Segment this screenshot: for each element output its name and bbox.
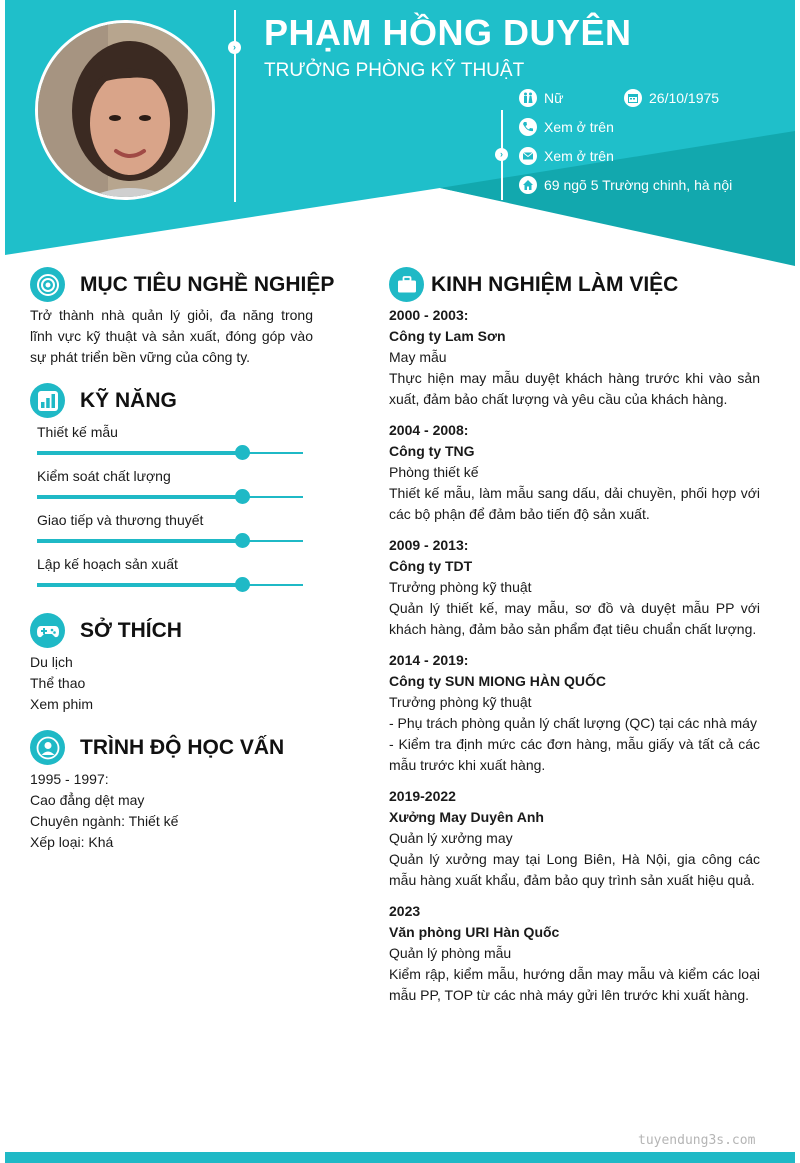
gamepad-icon — [30, 613, 65, 648]
skill-label: Thiết kế mẫu — [37, 424, 118, 440]
email-icon — [519, 147, 537, 165]
job-company: Công ty TNG — [389, 443, 475, 459]
email-info[interactable] — [519, 147, 614, 165]
skill-knob — [235, 445, 250, 460]
experience-title: KINH NGHIỆM LÀM VIỆC — [431, 272, 679, 296]
education-line: Cao đẳng dệt may — [30, 792, 145, 808]
skill-item — [37, 556, 303, 586]
job-description: - Phụ trách phòng quản lý chất lượng (QC) tại các nhà máy — [389, 715, 757, 731]
job-company: Công ty TDT — [389, 558, 473, 574]
experience-header — [389, 267, 678, 302]
skill-track — [37, 584, 303, 586]
address-info — [519, 176, 732, 194]
header-divider — [234, 10, 236, 202]
education-line: 1995 - 1997: — [30, 771, 109, 787]
gender-icon — [519, 89, 537, 107]
job-company: Công ty Lam Sơn — [389, 328, 506, 344]
chevron-right-icon: › — [495, 148, 508, 161]
job-period: 2000 - 2003: — [389, 307, 469, 323]
skill-knob — [235, 577, 250, 592]
skill-track — [37, 452, 303, 454]
job-entry — [389, 420, 760, 525]
job-period: 2023 — [389, 903, 421, 919]
bar-chart-icon — [30, 383, 65, 418]
job-entry — [389, 786, 760, 891]
profile-photo — [35, 20, 215, 200]
dob-info — [624, 89, 719, 107]
skills-title: KỸ NĂNG — [80, 388, 177, 412]
hobbies-list — [30, 652, 93, 715]
job-role: Phòng thiết kế — [389, 464, 479, 480]
candidate-name: PHẠM HỒNG DUYÊN — [264, 12, 632, 53]
portrait-image — [38, 23, 215, 200]
job-entry — [389, 535, 760, 640]
objective-title: MỤC TIÊU NGHỀ NGHIỆP — [80, 272, 335, 296]
phone-info[interactable] — [519, 118, 614, 136]
skill-knob — [235, 489, 250, 504]
email-text: Xem ở trên — [544, 148, 614, 164]
job-company: Xưởng May Duyên Anh — [389, 809, 544, 825]
skill-item — [37, 424, 303, 454]
job-period: 2004 - 2008: — [389, 422, 469, 438]
job-description: Thực hiện may mẫu duyệt khách hàng trước khi vào sản xuất, đảm bảo chất lượng và yêu cầu của khách hàng. — [389, 370, 760, 407]
address-text: 69 ngõ 5 Trường chinh, hà nội — [544, 177, 733, 193]
hobby-item: Xem phim — [30, 696, 94, 712]
skill-label: Kiểm soát chất lượng — [37, 468, 171, 484]
skill-label: Giao tiếp và thương thuyết — [37, 512, 204, 528]
job-role: Quản lý phòng mẫu — [389, 945, 512, 961]
skill-knob — [235, 533, 250, 548]
skills-header — [30, 383, 177, 418]
job-description: Quản lý thiết kế, may mẫu, sơ đồ và duyệt mẫu PP với khách hàng, đảm bảo sản phẩm đạt tiêu chuẩn chất lượng. — [389, 600, 760, 637]
education-details — [30, 769, 178, 853]
job-role: Trưởng phòng kỹ thuật — [389, 694, 532, 710]
hobby-item: Thể thao — [30, 675, 86, 691]
education-title: TRÌNH ĐỘ HỌC VẤN — [80, 735, 285, 759]
skill-track — [37, 496, 303, 498]
skill-item — [37, 512, 303, 542]
gender-text: Nữ — [544, 90, 564, 106]
footer-bar — [5, 1152, 795, 1163]
job-role: Quản lý xưởng may — [389, 830, 513, 846]
job-company: Văn phòng URI Hàn Quốc — [389, 924, 560, 940]
job-period: 2014 - 2019: — [389, 652, 469, 668]
skill-track — [37, 540, 303, 542]
job-company: Công ty SUN MIONG HÀN QUỐC — [389, 673, 606, 689]
dob-text: 26/10/1975 — [649, 90, 720, 106]
job-role: Trưởng phòng kỹ thuật — [389, 579, 532, 595]
job-description: - Kiểm tra định mức các đơn hàng, mẫu giấy và tất cả các mẫu trước khi xuất hàng. — [389, 736, 760, 773]
calendar-icon — [624, 89, 642, 107]
watermark-text: tuyendung3s.com — [638, 1133, 756, 1148]
gender-info — [519, 89, 563, 107]
job-description: Kiểm rập, kiểm mẫu, hướng dẫn may mẫu và kiểm các loại mẫu PP, TOP từ các nhà máy gửi lên trước khi xuất hàng. — [389, 966, 760, 1003]
job-entry — [389, 901, 760, 1006]
job-role: May mẫu — [389, 349, 447, 365]
hobby-item: Du lịch — [30, 654, 73, 670]
education-line: Chuyên ngành: Thiết kế — [30, 813, 179, 829]
job-period: 2019-2022 — [389, 788, 456, 804]
hobbies-header — [30, 613, 182, 648]
objective-header — [30, 267, 334, 302]
phone-icon — [519, 118, 537, 136]
user-icon — [30, 730, 65, 765]
job-entry — [389, 305, 760, 410]
chevron-right-icon: › — [228, 41, 241, 54]
job-description: Thiết kế mẫu, làm mẫu sang dấu, dải chuyền, phối hợp với các bộ phận để đảm bảo tiến độ sản xuất. — [389, 485, 760, 522]
education-line: Xếp loại: Khá — [30, 834, 114, 850]
skill-label: Lập kế hoạch sản xuất — [37, 556, 178, 572]
phone-text: Xem ở trên — [544, 119, 614, 135]
job-description: Quản lý xưởng may tại Long Biên, Hà Nội, gia công các mẫu hàng xuất khẩu, đảm bảo quy trình sản xuất hiệu quả. — [389, 851, 760, 888]
job-entry — [389, 650, 760, 776]
education-header — [30, 730, 284, 765]
hobbies-title: SỞ THÍCH — [80, 618, 182, 642]
home-icon — [519, 176, 537, 194]
job-period: 2009 - 2013: — [389, 537, 469, 553]
skill-item — [37, 468, 303, 498]
candidate-title: TRƯỞNG PHÒNG KỸ THUẬT — [264, 60, 525, 81]
objective-text: Trở thành nhà quản lý giỏi, đa năng trong lĩnh vực kỹ thuật và sản xuất, đóng góp vào sự phát triển bền vững của công ty. — [30, 307, 313, 365]
target-icon — [30, 267, 65, 302]
briefcase-icon — [389, 267, 424, 302]
